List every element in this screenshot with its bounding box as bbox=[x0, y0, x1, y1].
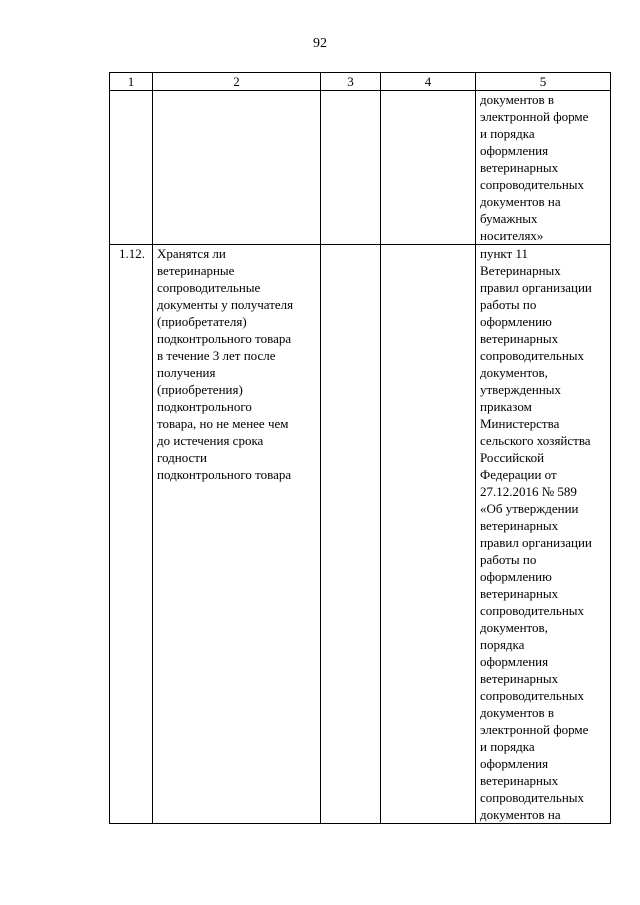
column-4-cell bbox=[381, 245, 476, 824]
header-col-3: 3 bbox=[321, 73, 381, 91]
requirement-text bbox=[153, 91, 321, 245]
legal-basis-text: документов в электронной форме и порядка оформления ветеринарных сопроводительных документов на бумажных носителях» bbox=[476, 91, 611, 245]
page-number: 92 bbox=[313, 36, 327, 51]
header-col-2: 2 bbox=[153, 73, 321, 91]
table-row bbox=[110, 245, 611, 824]
header-col-1: 1 bbox=[110, 73, 153, 91]
legal-basis-text: пункт 11 Ветеринарных правил организации работы по оформлению ветеринарных сопроводительных документов, утвержденных приказом Министерства сельского хозяйства Российской Федерации от 27.12.2016 № 589 «Об утверждении ветеринарных правил организации работы по оформлению ветеринарных сопроводительных документов, порядка оформления ветеринарных сопроводительных документов в электронной форме и порядка оформления ветеринарных сопроводительных документов на bbox=[476, 245, 611, 824]
column-4-cell bbox=[381, 91, 476, 245]
requirements-table bbox=[109, 72, 611, 824]
header-col-4: 4 bbox=[381, 73, 476, 91]
column-3-cell bbox=[321, 245, 381, 824]
header-col-5: 5 bbox=[476, 73, 611, 91]
requirement-text: Хранятся ли ветеринарные сопроводительные документы у получателя (приобретателя) подконтрольного товара в течение 3 лет после получения (приобретения) подконтрольного товара, но не менее чем до истечения срока годности подконтрольного товара bbox=[153, 245, 321, 824]
row-number: 1.12. bbox=[110, 245, 153, 824]
table-body bbox=[110, 91, 611, 824]
table-row bbox=[110, 91, 611, 245]
table-header bbox=[110, 73, 611, 91]
row-number bbox=[110, 91, 153, 245]
header-row bbox=[110, 73, 611, 91]
column-3-cell bbox=[321, 91, 381, 245]
